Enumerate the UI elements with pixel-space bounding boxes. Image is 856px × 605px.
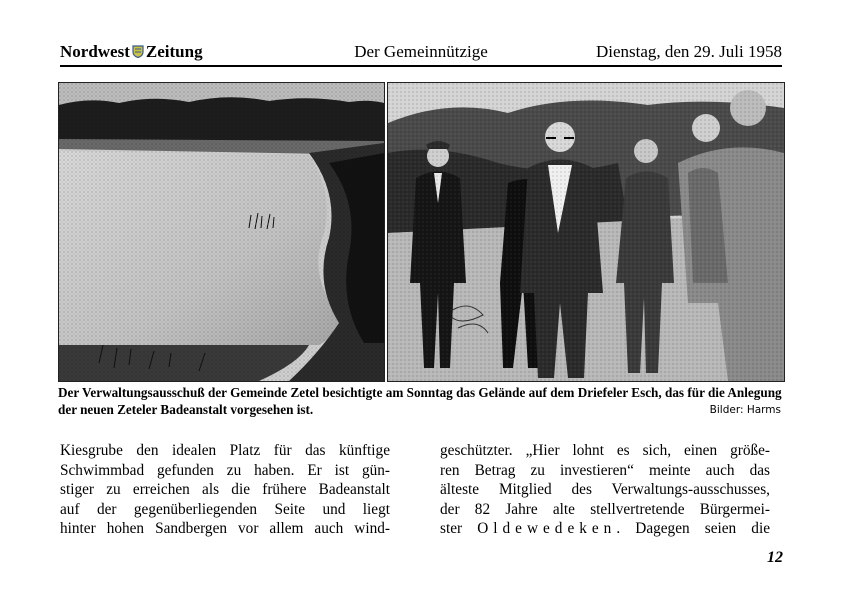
article-column-right: [440, 441, 770, 539]
issue-date: Dienstag, den 29. Juli 1958: [595, 42, 782, 61]
article-line: stiger zu erreichen als die frühere Badeanstalt: [60, 481, 390, 499]
photo-committee: [387, 82, 785, 382]
article-line: auf der gegenüberliegenden Seite und liegt: [60, 500, 390, 518]
page-header: [60, 42, 782, 64]
article-line: Kiesgrube den idealen Platz für das künftige: [60, 442, 390, 459]
article-line: Schwimmbad gefunden zu haben. Er ist gün-: [60, 461, 390, 479]
line-suffix: . Dagegen seien die: [616, 520, 770, 538]
article-line: geschützter. „Hier lohnt es sich, einen größe-: [440, 442, 770, 459]
photo-caption: Der Verwaltungsausschuß der Gemeinde Zetel besichtigte am Sonntag das Gelände auf dem Driefeler Esch, das für die Anlegung der neuen Zeteler Badeanstalt vorgesehen ist.: [58, 385, 782, 417]
article-line: älteste Mitglied des Verwaltungs-ausschusses,: [440, 481, 770, 499]
header-rule: [60, 65, 782, 67]
article-line-last: [440, 519, 770, 539]
article-line: ren Betrag zu investieren“ meinte auch das: [440, 461, 770, 479]
photo-credit: Bilder: Harms: [709, 404, 781, 416]
article-line: der 82 Jahre alte stellvertretende Bürgermei-: [440, 500, 770, 518]
line-prefix: ster: [440, 520, 478, 538]
person-name: Oldewedeken: [477, 520, 617, 538]
article-line: hinter hohen Sandbergen vor allem auch wind-: [60, 520, 390, 538]
article-column-left: [60, 441, 390, 539]
photo-lake: [58, 82, 385, 382]
newspaper-name-part2: Zeitung: [145, 42, 203, 61]
newspaper-name-part1: Nordwest: [60, 42, 130, 61]
page-number: 12: [767, 549, 783, 566]
section-name: Der Gemeinnützige: [354, 42, 488, 61]
